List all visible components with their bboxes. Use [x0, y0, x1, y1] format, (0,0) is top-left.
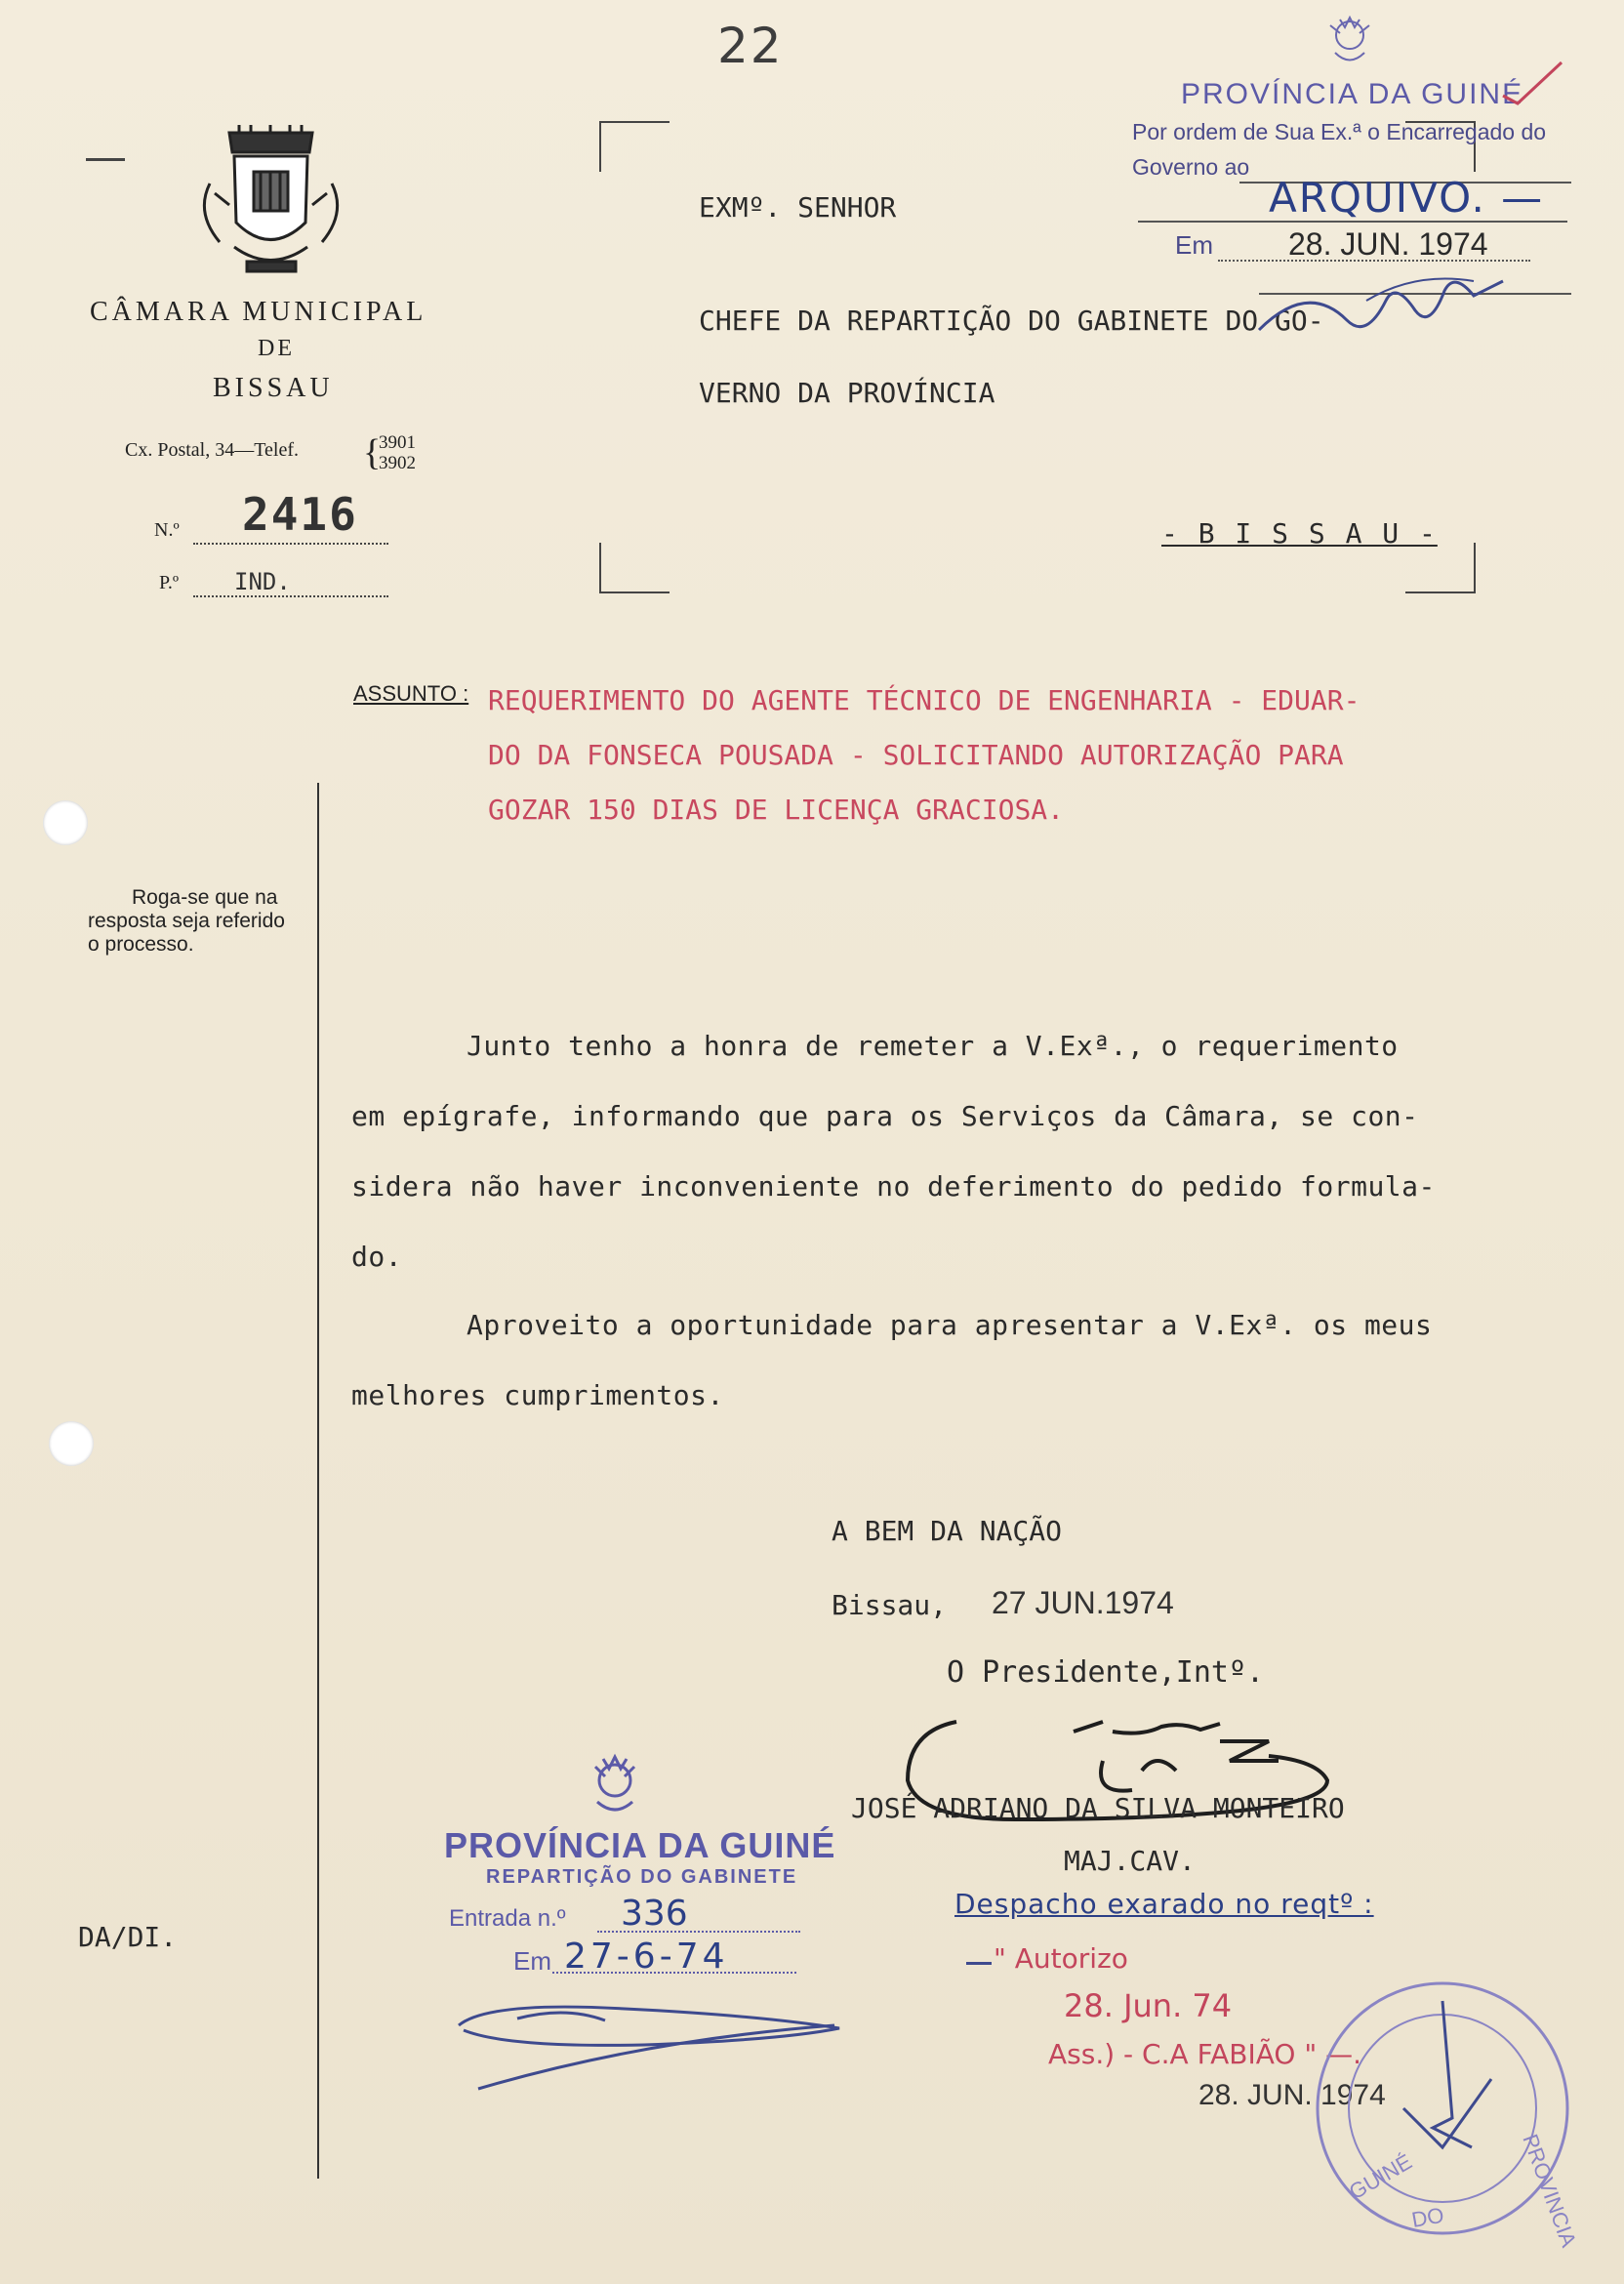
- subject-line-3: GOZAR 150 DIAS DE LICENÇA GRACIOSA.: [488, 794, 1065, 826]
- subject-line-2: DO DA FONSECA POUSADA - SOLICITANDO AUTORIZAÇÃO PARA: [488, 739, 1344, 771]
- address-bracket-bl: [599, 543, 670, 593]
- closing-date: 27 JUN.1974: [992, 1585, 1174, 1620]
- body-p1-line-2: em epígrafe, informando que para os Serviços da Câmara, se con-: [351, 1100, 1419, 1132]
- address-bracket-br: [1405, 543, 1476, 593]
- municipality-name: CÂMARA MUNICIPAL: [90, 297, 427, 327]
- address-bracket-tl: [599, 121, 670, 172]
- body-p2-line-1: Aproveito a oportunidade para apresentar a V.Exª. os meus: [467, 1309, 1433, 1341]
- despacho-line-1: Despacho exarado no reqtº :: [954, 1888, 1374, 1920]
- closing-role: O Presidente,Intº.: [947, 1655, 1265, 1690]
- top-stamp-line-2: Governo ao: [1132, 154, 1250, 180]
- top-stamp-signature: [1249, 262, 1513, 353]
- bottom-stamp-title: PROVÍNCIA DA GUINÉ: [444, 1825, 836, 1865]
- reference-code: DA/DI.: [78, 1921, 178, 1953]
- phone-brace: {: [363, 432, 382, 473]
- margin-note-line-3: o processo.: [88, 933, 194, 956]
- coat-of-arms-emblem: [190, 125, 351, 281]
- despacho-date: 28. JUN. 1974: [1198, 2079, 1386, 2111]
- addressee-line-2: VERNO DA PROVÍNCIA: [699, 377, 995, 409]
- dash-mark: [86, 158, 125, 161]
- salutation: EXMº. SENHOR: [699, 191, 897, 224]
- bottom-stamp-date-label: Em: [513, 1946, 551, 1976]
- punch-hole-top: [43, 800, 88, 845]
- subject-line-1: REQUERIMENTO DO AGENTE TÉCNICO DE ENGENHARIA - EDUAR-: [488, 684, 1360, 716]
- phone-2: 3902: [379, 453, 416, 473]
- addressee-city: - B I S S A U -: [1161, 517, 1438, 550]
- bottom-stamp-scribble: [449, 1972, 859, 2122]
- top-stamp-check-mark: [1498, 59, 1566, 111]
- top-stamp-title: PROVÍNCIA DA GUINÉ: [1181, 78, 1524, 110]
- number-value: 2416: [242, 488, 358, 541]
- top-stamp-handwritten: ARQUIVO. —: [1269, 174, 1545, 222]
- top-stamp-date: 28. JUN. 1974: [1288, 226, 1488, 262]
- despacho-line-4: Ass.) - C.A FABIÃO " —.: [1048, 2038, 1362, 2070]
- margin-rule: [317, 783, 319, 2179]
- page-number: 22: [717, 18, 784, 74]
- bottom-stamp-entry-label: Entrada n.º: [449, 1905, 566, 1932]
- number-underline: [193, 543, 388, 545]
- despacho-line-3: 28. Jun. 74: [1064, 1987, 1233, 2024]
- president-signature: [898, 1702, 1357, 1853]
- phone-1: 3901: [379, 432, 416, 453]
- process-label: P.º: [159, 572, 180, 593]
- top-stamp-line-1: Por ordem de Sua Ex.ª o Encarregado do: [1132, 119, 1547, 144]
- despacho-dash: [966, 1962, 992, 1965]
- addressee-line-1: CHEFE DA REPARTIÇÃO DO GABINETE DO GO-: [699, 305, 1324, 337]
- round-stamp: [1296, 1962, 1589, 2259]
- margin-note-line-2: resposta seja referido: [88, 910, 285, 932]
- body-p1-line-1: Junto tenho a honra de remeter a V.Exª., o requerimento: [467, 1030, 1399, 1062]
- punch-hole-bottom: [49, 1421, 94, 1466]
- signatory-rank: MAJ.CAV.: [1064, 1845, 1196, 1877]
- body-p1-line-3: sidera não haver inconveniente no deferimento do pedido formula-: [351, 1170, 1436, 1203]
- subject-label: ASSUNTO :: [353, 681, 469, 706]
- municipality-city: BISSAU: [213, 373, 334, 403]
- svg-text:GUINÉ: GUINÉ: [1345, 2148, 1416, 2205]
- bottom-stamp-entry-value: 336: [621, 1894, 688, 1934]
- top-stamp-rule-2: [1138, 221, 1567, 223]
- body-p2-line-2: melhores cumprimentos.: [351, 1379, 724, 1411]
- bottom-stamp-emblem: [576, 1753, 654, 1821]
- closing-motto: A BEM DA NAÇÃO: [832, 1515, 1063, 1547]
- bottom-stamp-date-value: 27-6-74: [564, 1937, 729, 1977]
- body-p1-line-4: do.: [351, 1241, 403, 1273]
- process-underline: [193, 595, 388, 597]
- despacho-line-2: " Autorizo: [994, 1942, 1128, 1975]
- closing-place: Bissau,: [832, 1589, 948, 1621]
- margin-note-line-1: Roga-se que na: [132, 886, 278, 909]
- postal-info: Cx. Postal, 34—Telef.: [125, 439, 300, 461]
- top-stamp-emblem: [1316, 14, 1384, 72]
- number-label: N.º: [154, 519, 180, 541]
- bottom-stamp-subtitle: REPARTIÇÃO DO GABINETE: [486, 1866, 798, 1888]
- svg-text:DO: DO: [1409, 2202, 1446, 2232]
- top-stamp-date-label: Em: [1175, 230, 1213, 260]
- municipality-de: DE: [258, 336, 295, 361]
- signatory-name: JOSÉ ADRIANO DA SILVA MONTEIRO: [851, 1792, 1345, 1824]
- process-value: IND.: [234, 568, 291, 595]
- svg-text:PROVINCIA: PROVINCIA: [1518, 2131, 1582, 2251]
